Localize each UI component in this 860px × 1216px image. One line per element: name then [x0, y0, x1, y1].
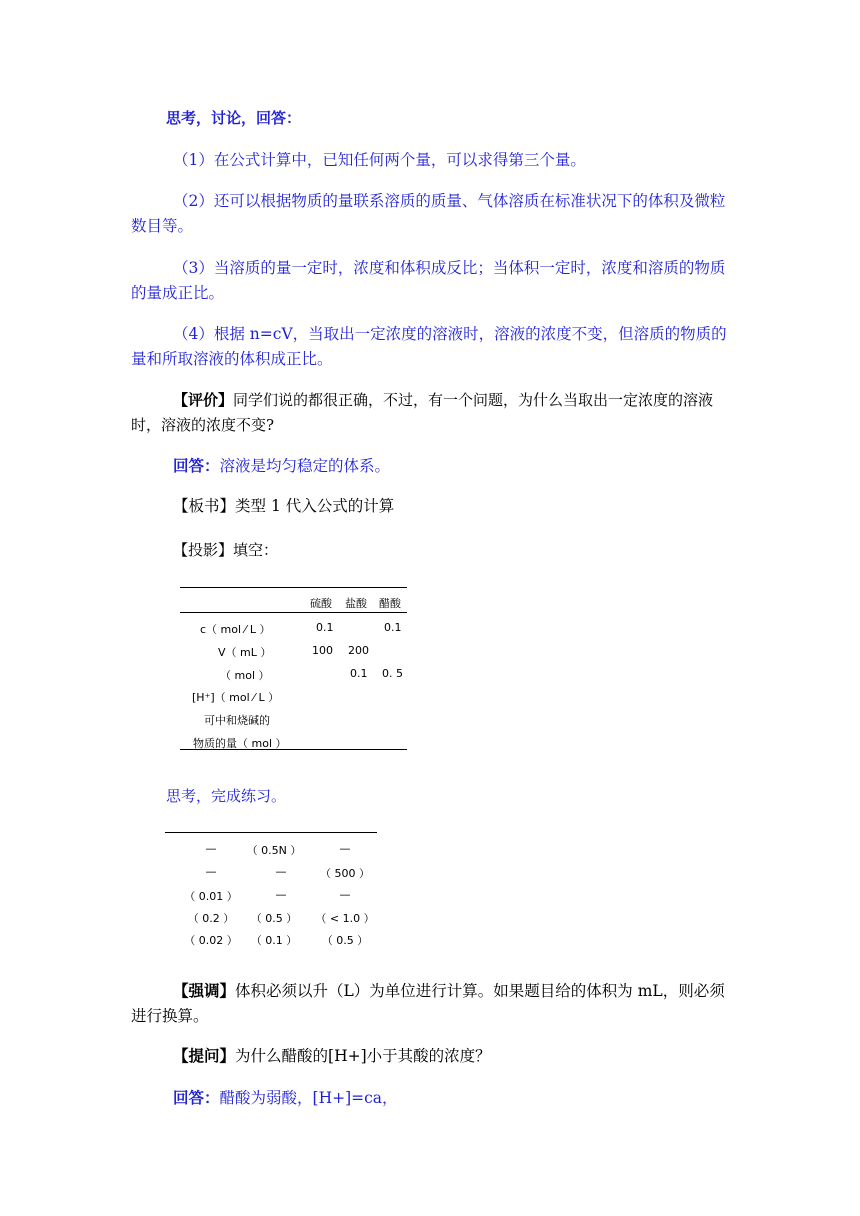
answer-2-paragraph	[131, 1085, 731, 1111]
exercise-cell: （ 500 ）	[320, 867, 370, 880]
table-row-label: V（ mL ）	[218, 646, 272, 659]
table-bottom-rule	[180, 749, 407, 750]
answer-item-3: （3）当溶质的量一定时，浓度和体积成反比；当体积一定时，浓度和溶质的物质的量成正比。	[131, 259, 726, 302]
exercise-cell: （ 0.2 ）	[187, 912, 235, 925]
table-cell: 0.1	[316, 621, 334, 634]
exercise-cell: （ 0.5 ）	[321, 934, 369, 947]
answer-item-4: （4）根据 n=cV，当取出一定浓度的溶液时，溶液的浓度不变，但溶质的物质的量和所取溶液的体积成正比。	[131, 325, 727, 368]
think-heading: 思考，讨论，回答：	[166, 109, 302, 127]
table-top-rule	[180, 587, 407, 588]
evaluation-paragraph	[131, 388, 731, 438]
emphasis-paragraph	[131, 978, 731, 1029]
evaluation-text: 同学们说的都很正确，不过，有一个问题，为什么当取出一定浓度的溶液时，溶液的浓度不变?	[131, 391, 714, 434]
answer-2-tag: 回答：	[173, 1088, 220, 1107]
question-text: 为什么醋酸的[H+]小于其酸的浓度？	[235, 1047, 491, 1065]
table-cell: 100	[312, 644, 333, 657]
exercise-cell: —	[339, 842, 351, 855]
answer-1-text: 溶液是均匀稳定的体系。	[219, 457, 391, 475]
table-cell: 0. 5	[382, 667, 403, 680]
exercise-cell: （ 0.5N ）	[246, 844, 302, 857]
practice-heading: 思考，完成练习。	[166, 787, 287, 805]
table-header-sulfuric: 硫酸	[310, 597, 332, 610]
table-row-label: 物质的量（ mol ）	[193, 737, 287, 750]
question-tag: 【提问】	[173, 1046, 236, 1065]
table-header-rule	[180, 612, 407, 613]
table-cell: 0.1	[350, 667, 368, 680]
table-row-label: c（ mol ⁄ L ）	[200, 623, 271, 636]
board-tag: 【板书】	[173, 497, 236, 515]
exercise-cell: （ 0.02 ）	[184, 934, 238, 947]
exercise-cell: —	[275, 865, 287, 878]
answer-2-text: 醋酸为弱酸，[H+]=ca，	[219, 1089, 398, 1107]
exercise-table	[165, 832, 377, 952]
table-cell: 0.1	[384, 621, 402, 634]
question-paragraph	[131, 1043, 731, 1069]
board-paragraph	[131, 494, 731, 519]
table-row-label: [H⁺]（ mol ⁄ L ）	[192, 691, 280, 704]
exercise-cell: —	[205, 842, 217, 855]
exercise-cell: —	[275, 888, 287, 901]
exercise-cell: （ 0.01 ）	[184, 890, 238, 903]
exercise-table-rule	[165, 832, 377, 833]
fill-in-table	[180, 587, 407, 752]
emphasis-text: 体积必须以升（L）为单位进行计算。如果题目给的体积为 mL，则必须进行换算。	[131, 982, 725, 1025]
table-row-label: （ mol ）	[220, 669, 270, 682]
table-cell: 200	[348, 644, 369, 657]
exercise-cell: —	[339, 888, 351, 901]
table-header-hydrochloric: 盐酸	[345, 597, 367, 610]
table-row-label: 可中和烧碱的	[204, 714, 270, 727]
board-text: 类型 1 代入公式的计算	[235, 497, 395, 515]
emphasis-tag: 【强调】	[173, 981, 236, 1000]
projection-tag: 【投影】	[173, 541, 234, 559]
answer-item-1: （1）在公式计算中，已知任何两个量，可以求得第三个量。	[173, 151, 586, 169]
exercise-cell: —	[205, 865, 217, 878]
answer-1-tag: 回答：	[173, 456, 220, 475]
evaluation-tag: 【评价】	[173, 391, 234, 409]
exercise-cell: （ 0.5 ）	[250, 912, 298, 925]
exercise-cell: （ 0.1 ）	[250, 934, 298, 947]
projection-text: 填空：	[233, 541, 279, 559]
answer-1-paragraph	[131, 453, 731, 479]
answer-item-2: （2）还可以根据物质的量联系溶质的质量、气体溶质在标准状况下的体积及微粒数目等。	[131, 192, 726, 235]
table-header-acetic: 醋酸	[379, 597, 401, 610]
exercise-cell: （ < 1.0 ）	[315, 912, 375, 925]
projection-paragraph	[131, 538, 731, 563]
